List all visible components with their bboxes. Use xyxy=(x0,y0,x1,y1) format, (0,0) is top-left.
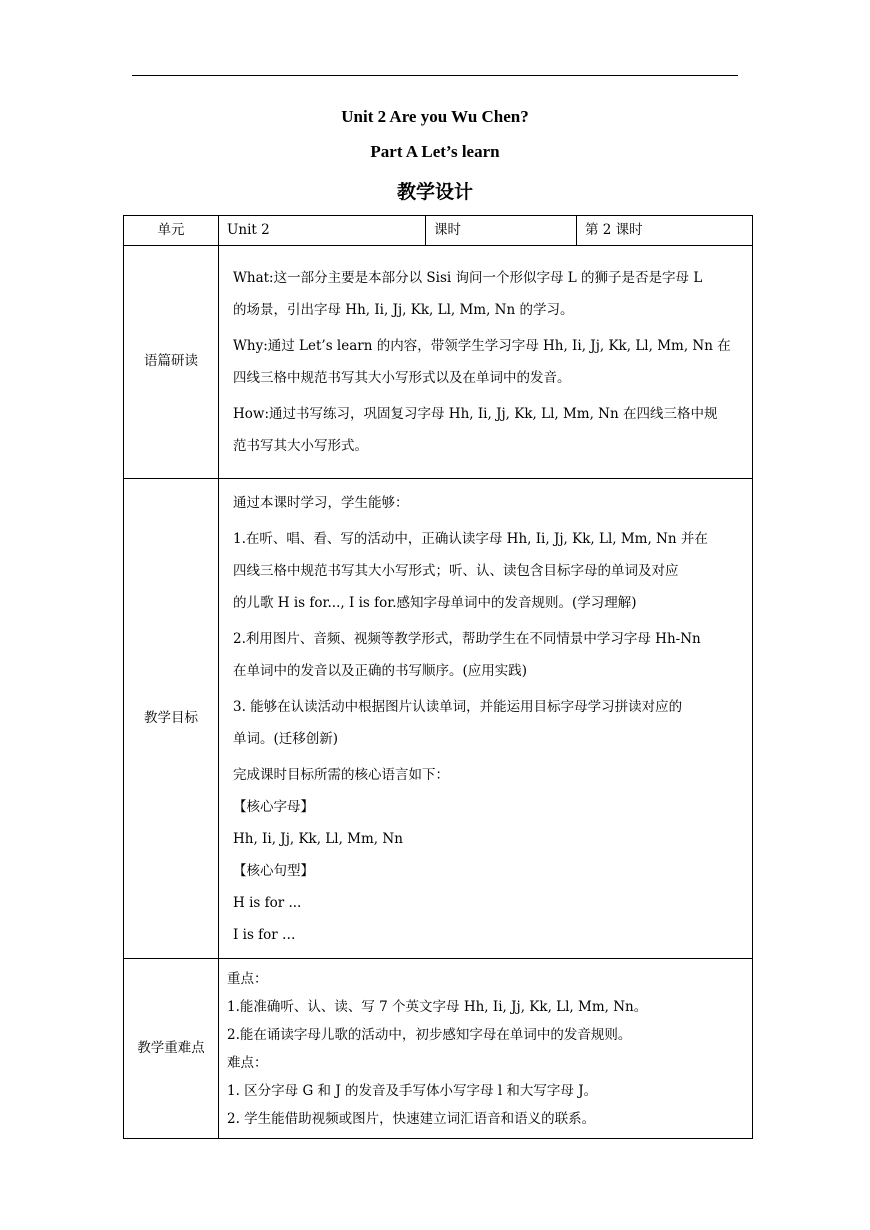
unit-value: Unit 2 xyxy=(219,216,426,246)
document-title: Unit 2 Are you Wu Chen? xyxy=(341,107,529,126)
core-letters: Hh, Ii, Jj, Kk, Ll, Mm, Nn xyxy=(233,830,403,847)
core-sentences-label: 【核心句型】 xyxy=(233,862,314,879)
reading-how xyxy=(233,398,744,462)
key-point: 2.能在诵读字母儿歌的活动中，初步感知字母在单词中的发音规则。 xyxy=(227,1026,632,1043)
table-row-goals xyxy=(124,479,753,959)
unit-label: 单元 xyxy=(124,216,219,246)
goal-line: 1.在听、唱、看、写的活动中，正确认读字母 Hh, Ii, Jj, Kk, Ll, Mm, Nn 并在 xyxy=(233,530,708,547)
reading-why-line: 四线三格中规范书写其大小写形式以及在单词中的发音。 xyxy=(233,370,571,386)
reading-how-line: 范书写其大小写形式。 xyxy=(233,438,368,454)
goals-label: 教学目标 xyxy=(124,479,219,959)
table-row-reading xyxy=(124,246,753,479)
core-sentence: I is for … xyxy=(233,926,296,943)
reading-why-line: Why:通过 Let’s learn 的内容，带领学生学习字母 Hh, Ii, Jj, Kk, Ll, Mm, Nn 在 xyxy=(233,338,731,354)
goal-line: 在单词中的发音以及正确的书写顺序。(应用实践) xyxy=(233,662,528,679)
lesson-design-table xyxy=(123,215,753,1139)
core-language-intro: 完成课时目标所需的核心语言如下： xyxy=(233,766,449,783)
reading-what xyxy=(233,262,744,326)
difficulty: 2. 学生能借助视频或图片，快速建立词汇语音和语义的联系。 xyxy=(227,1110,596,1127)
goal-3 xyxy=(233,691,744,755)
goal-line: 2.利用图片、音频、视频等教学形式，帮助学生在不同情景中学习字母 Hh-Nn xyxy=(233,630,701,647)
table-row-unit xyxy=(124,216,753,246)
goal-1 xyxy=(233,523,744,619)
reading-why xyxy=(233,330,744,394)
goals-intro-block xyxy=(233,487,744,519)
document-heading: 教学设计 xyxy=(396,181,473,203)
key-points-label: 重点： xyxy=(227,970,268,987)
key-point: 1.能准确听、认、读、写 7 个英文字母 Hh, Ii, Jj, Kk, Ll, Mm, Nn。 xyxy=(227,998,648,1015)
goal-line: 3. 能够在认读活动中根据图片认读单词，并能运用目标字母学习拼读对应的 xyxy=(233,698,683,715)
reading-label: 语篇研读 xyxy=(124,246,219,479)
keypoints-label: 教学重难点 xyxy=(124,959,219,1139)
lesson-label: 课时 xyxy=(426,216,577,246)
goal-line: 四线三格中规范书写其大小写形式；听、认、读包含目标字母的单词及对应 xyxy=(233,562,679,579)
goals-content xyxy=(219,479,753,959)
reading-content xyxy=(219,246,753,479)
document-subtitle: Part A Let’s learn xyxy=(370,142,500,161)
header-rule xyxy=(132,75,738,76)
keypoints-content xyxy=(219,959,753,1139)
reading-how-line: How:通过书写练习，巩固复习字母 Hh, Ii, Jj, Kk, Ll, Mm, Nn 在四线三格中规 xyxy=(233,406,718,422)
reading-what-line: 的场景，引出字母 Hh, Ii, Jj, Kk, Ll, Mm, Nn 的学习。 xyxy=(233,302,574,318)
core-sentence: H is for ... xyxy=(233,894,302,911)
goal-line: 的儿歌 H is for..., I is for.感知字母单词中的发音规则。(学习理解) xyxy=(233,594,637,611)
reading-what-line: What:这一部分主要是本部分以 Sisi 询问一个形似字母 L 的狮子是否是字母 L xyxy=(233,270,703,286)
core-letters-label: 【核心字母】 xyxy=(233,798,314,815)
goal-2 xyxy=(233,623,744,687)
table-row-keypoints xyxy=(124,959,753,1139)
goals-intro: 通过本课时学习，学生能够： xyxy=(233,494,409,511)
lesson-value: 第 2 课时 xyxy=(577,216,753,246)
difficulty: 1. 区分字母 G 和 J 的发音及手写体小写字母 l 和大写字母 J。 xyxy=(227,1082,598,1099)
goal-line: 单词。(迁移创新) xyxy=(233,730,339,747)
difficulties-label: 难点： xyxy=(227,1054,268,1071)
